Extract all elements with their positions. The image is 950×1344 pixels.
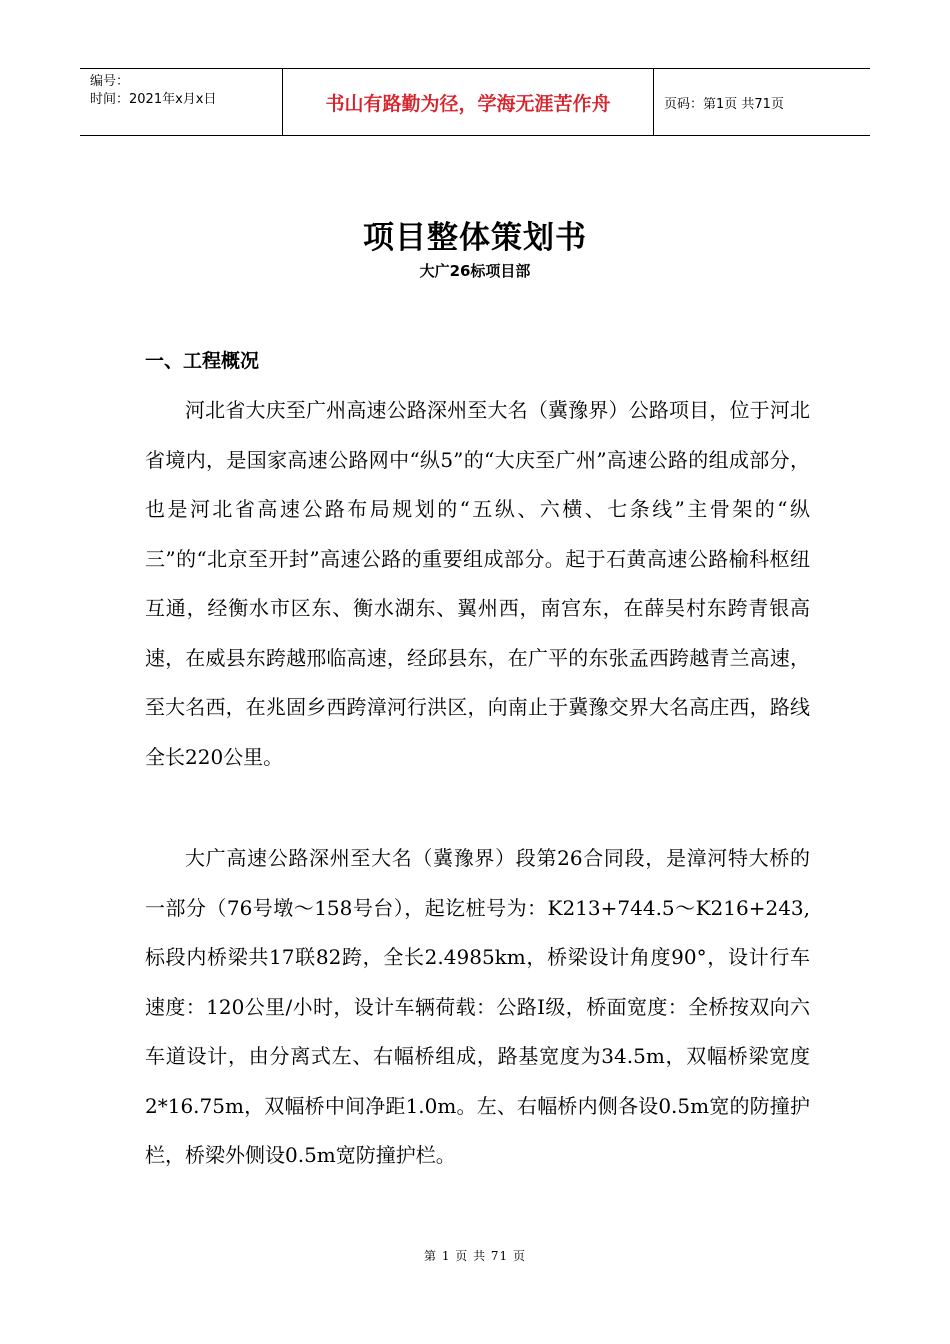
document-time-label: 时间：2021年x月x日: [90, 92, 217, 107]
header-left-cell: [80, 69, 282, 135]
header-page-info: 页码：第1页 共71页: [664, 96, 784, 112]
document-subtitle: 大广26标项目部: [419, 262, 531, 280]
page-footer: 第 1 页 共 71 页: [424, 1249, 526, 1263]
document-number-label: 编号：: [90, 74, 130, 89]
paragraph-project-overview: 河北省大庆至广州高速公路深州至大名（冀豫界）公路项目，位于河北省境内，是国家高速公路网中“纵5”的“大庆至广州”高速公路的组成部分，也是河北省高速公路布局规划的“五纵、六横、七条线”主骨架的“纵三”的“北京至开封”高速公路的重要组成部分。起于石黄高速公路榆科枢纽互通，经衡水市区东、衡水湖东、翼州西，南宫东，在薛吴村东跨青银高速，在威县东跨越邢临高速，经邱县东，在广平的东张孟西跨越青兰高速，至大名西，在兆固乡西跨漳河行洪区，向南止于冀豫交界大名高庄西，路线全长220公里。: [145, 398, 810, 769]
section-heading: 一、工程概况: [145, 350, 260, 372]
page-header: [80, 68, 870, 136]
document-title: 项目整体策划书: [363, 220, 587, 256]
paragraph-contract-section: 大广高速公路深州至大名（冀豫界）段第26合同段，是漳河特大桥的一部分（76号墩～158号台），起讫桩号为：K213+744.5～K216+243,标段内桥梁共17联82跨，全长2.4985km，桥梁设计角度90°，设计行车速度：120公里/小时，设计车辆荷载：公路Ⅰ级，桥面宽度：全桥按双向六车道设计，由分离式左、右幅桥组成，路基宽度为34.5m，双幅桥梁宽度2*16.75m，双幅桥中间净距1.0m。左、右幅桥内侧各设0.5m宽的防撞护栏，桥梁外侧设0.5m宽防撞护栏。: [145, 846, 810, 1167]
header-motto: 书山有路勤为径，学海无涯苦作舟: [282, 69, 654, 135]
